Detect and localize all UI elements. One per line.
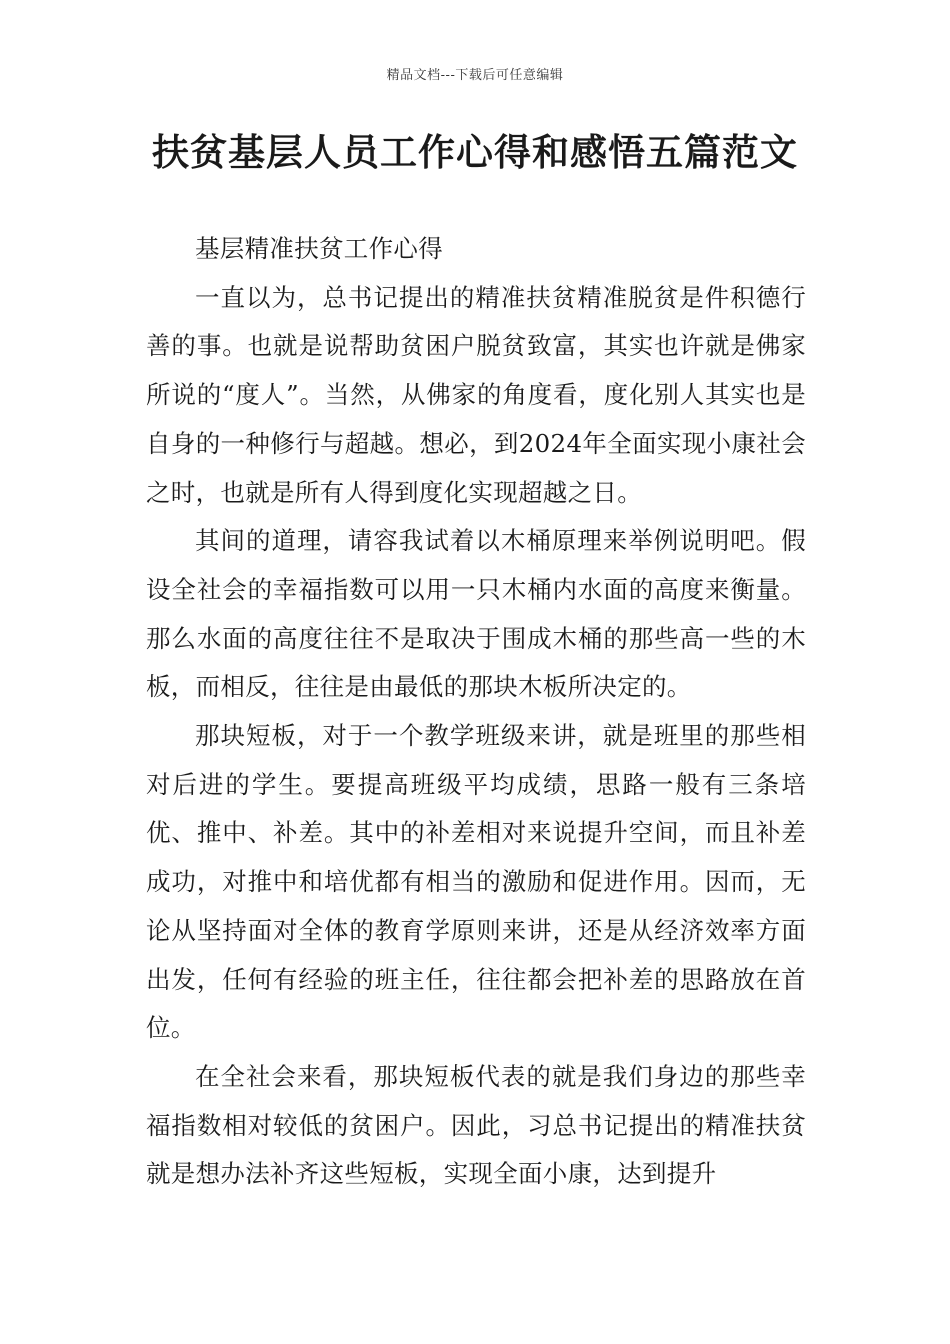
document-title: 扶贫基层人员工作心得和感悟五篇范文: [152, 130, 798, 174]
section-subtitle: 基层精准扶贫工作心得: [195, 234, 443, 263]
document-body: [146, 225, 806, 1199]
paragraph-3: 那块短板，对于一个教学班级来讲，就是班里的那些相对后进的学生。要提高班级平均成绩，思路一般有三条培优、推中、补差。其中的补差相对来说提升空间，而且补差成功，对推中和培优都有相当的激励和促进作用。因而，无论从坚持面对全体的教育学原则来讲，还是从经济效率方面出发，任何有经验的班主任，往往都会把补差的思路放在首位。: [146, 721, 806, 1043]
paragraph-1: 一直以为，总书记提出的精准扶贫精准脱贫是件积德行善的事。也就是说帮助贫困户脱贫致富，其实也许就是佛家所说的“度人”。当然，从佛家的角度看，度化别人其实也是自身的一种修行与超越。想必，到2024年全面实现小康社会之时，也就是所有人得到度化实现超越之日。: [146, 282, 806, 507]
header-note: 精品文档---下载后可任意编辑: [386, 68, 564, 83]
paragraph-4: 在全社会来看，那块短板代表的就是我们身边的那些幸福指数相对较低的贫困户。因此，习总书记提出的精准扶贫就是想办法补齐这些短板，实现全面小康，达到提升: [146, 1061, 806, 1189]
paragraph-2: 其间的道理，请容我试着以木桶原理来举例说明吧。假设全社会的幸福指数可以用一只木桶内水面的高度来衡量。那么水面的高度往往不是取决于围成木桶的那些高一些的木板，而相反，往往是由最低的那块木板所决定的。: [146, 526, 806, 702]
